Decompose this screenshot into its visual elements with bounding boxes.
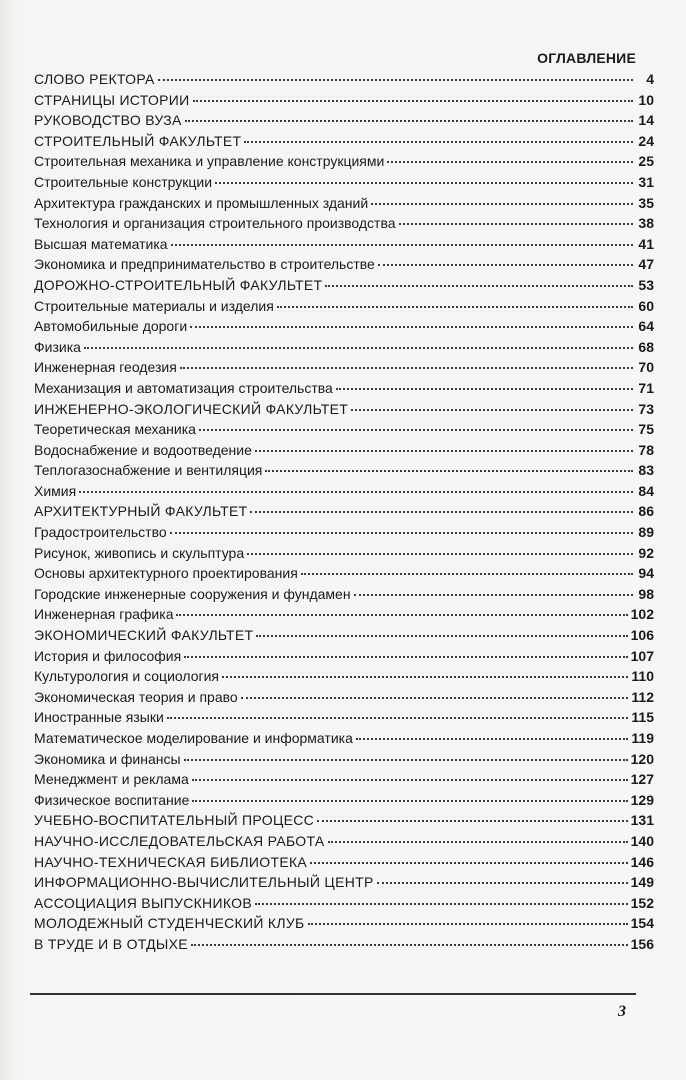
toc-entry-label: История и философия <box>34 647 182 664</box>
toc-entry-label: Автомобильные дороги <box>34 318 188 335</box>
toc-entry-label: Теплогазоснабжение и вентиляция <box>34 462 263 479</box>
dot-leader <box>328 841 628 843</box>
toc-entry-label: МОЛОДЕЖНЫЙ СТУДЕНЧЕСКИЙ КЛУБ <box>34 915 305 932</box>
toc-entry-page: 64 <box>638 318 654 335</box>
toc-entry[interactable] <box>34 401 654 422</box>
toc-entry-label: Градостроительство <box>34 524 167 541</box>
table-of-contents <box>34 71 654 957</box>
toc-entry-label: Архитектура гражданских и промышленных зданий <box>34 194 369 211</box>
toc-entry-label: Иностранные языки <box>34 709 164 726</box>
dot-leader <box>377 882 628 884</box>
toc-entry-page: 71 <box>638 379 654 396</box>
toc-entry[interactable] <box>34 153 654 174</box>
toc-entry-page: 149 <box>630 874 654 891</box>
toc-entry[interactable] <box>34 195 654 216</box>
toc-entry[interactable] <box>34 503 654 524</box>
dot-leader <box>244 141 633 143</box>
toc-entry[interactable] <box>34 730 654 751</box>
toc-entry-page: 53 <box>638 276 654 293</box>
toc-entry[interactable] <box>34 298 654 319</box>
dot-leader <box>317 820 628 822</box>
toc-entry[interactable] <box>34 689 654 710</box>
toc-entry-label: АССОЦИАЦИЯ ВЫПУСКНИКОВ <box>34 894 252 911</box>
toc-entry-page: 140 <box>630 832 654 849</box>
toc-entry[interactable] <box>34 915 654 936</box>
dot-leader <box>255 903 628 905</box>
toc-entry-label: ЭКОНОМИЧЕСКИЙ ФАКУЛЬТЕТ <box>34 627 254 644</box>
dot-leader <box>170 532 633 534</box>
footer-divider <box>30 993 636 995</box>
toc-entry-label: ДОРОЖНО-СТРОИТЕЛЬНЫЙ ФАКУЛЬТЕТ <box>34 276 323 293</box>
toc-entry-page: 25 <box>638 153 654 170</box>
toc-entry[interactable] <box>34 442 654 463</box>
page-number: 3 <box>618 1003 626 1020</box>
toc-entry-page: 14 <box>638 112 654 129</box>
toc-entry-label: НАУЧНО-ИССЛЕДОВАТЕЛЬСКАЯ РАБОТА <box>34 832 325 849</box>
dot-leader <box>354 594 633 596</box>
dot-leader <box>371 203 633 205</box>
toc-entry-label: Инженерная геодезия <box>34 359 177 376</box>
toc-entry-label: Менеджмент и реклама <box>34 771 189 788</box>
dot-leader <box>184 656 627 658</box>
toc-entry[interactable] <box>34 421 654 442</box>
toc-entry[interactable] <box>34 874 654 895</box>
toc-entry[interactable] <box>34 833 654 854</box>
toc-entry-label: ИНФОРМАЦИОННО-ВЫЧИСЛИТЕЛЬНЫЙ ЦЕНТР <box>34 874 374 891</box>
toc-entry[interactable] <box>34 112 654 133</box>
dot-leader <box>336 388 633 390</box>
toc-entry-label: АРХИТЕКТУРНЫЙ ФАКУЛЬТЕТ <box>34 503 248 520</box>
dot-leader <box>158 79 633 81</box>
dot-leader <box>356 738 629 740</box>
toc-entry[interactable] <box>34 545 654 566</box>
toc-entry-label: Городские инженерные сооружения и фундамен <box>34 585 351 602</box>
toc-entry[interactable] <box>34 709 654 730</box>
toc-entry-page: 154 <box>630 915 654 932</box>
toc-entry[interactable] <box>34 339 654 360</box>
toc-entry[interactable] <box>34 771 654 792</box>
toc-entry-label: Высшая математика <box>34 235 168 252</box>
toc-entry-label: Культурология и социология <box>34 668 219 685</box>
toc-entry[interactable] <box>34 359 654 380</box>
toc-entry-label: НАУЧНО-ТЕХНИЧЕСКАЯ БИБЛИОТЕКА <box>34 853 308 870</box>
toc-entry-label: Инженерная графика <box>34 606 174 623</box>
toc-entry-label: Рисунок, живопись и скульптура <box>34 544 245 561</box>
toc-entry-page: 78 <box>638 441 654 458</box>
toc-entry-page: 10 <box>638 91 654 108</box>
dot-leader <box>176 614 627 616</box>
toc-entry-page: 38 <box>638 215 654 232</box>
toc-entry-page: 35 <box>638 194 654 211</box>
toc-entry[interactable] <box>34 751 654 772</box>
toc-entry-label: Физическое воспитание <box>34 791 190 808</box>
dot-leader <box>192 800 627 802</box>
toc-entry-page: 70 <box>638 359 654 376</box>
toc-entry[interactable] <box>34 71 654 92</box>
dot-leader <box>199 429 633 431</box>
toc-entry-page: 102 <box>630 606 654 623</box>
toc-entry-page: 47 <box>638 256 654 273</box>
dot-leader <box>265 470 633 472</box>
dot-leader <box>301 573 633 575</box>
dot-leader <box>79 491 633 493</box>
toc-entry[interactable] <box>34 215 654 236</box>
dot-leader <box>256 635 627 637</box>
dot-leader <box>185 120 633 122</box>
dot-leader <box>255 450 633 452</box>
dot-leader <box>190 326 633 328</box>
toc-entry[interactable] <box>34 318 654 339</box>
toc-entry-page: 129 <box>630 791 654 808</box>
toc-entry[interactable] <box>34 792 654 813</box>
dot-leader <box>222 676 628 678</box>
toc-entry[interactable] <box>34 483 654 504</box>
toc-entry-label: СТРАНИЦЫ ИСТОРИИ <box>34 91 190 108</box>
dot-leader <box>250 511 633 513</box>
toc-heading: ОГЛАВЛЕНИЕ <box>537 50 636 66</box>
dot-leader <box>184 759 628 761</box>
dot-leader <box>192 779 628 781</box>
toc-entry-label: Строительные конструкции <box>34 173 213 190</box>
toc-entry-page: 110 <box>631 668 654 685</box>
toc-entry[interactable] <box>34 462 654 483</box>
toc-entry-label: СТРОИТЕЛЬНЫЙ ФАКУЛЬТЕТ <box>34 132 242 149</box>
toc-entry-page: 86 <box>638 503 654 520</box>
toc-entry-page: 83 <box>638 462 654 479</box>
toc-entry-label: В ТРУДЕ И В ОТДЫХЕ <box>34 935 188 952</box>
toc-entry-page: 152 <box>630 894 654 911</box>
toc-entry[interactable] <box>34 174 654 195</box>
toc-entry-page: 24 <box>638 132 654 149</box>
dot-leader <box>310 862 628 864</box>
toc-entry-page: 4 <box>646 71 654 87</box>
toc-entry-label: Экономическая теория и право <box>34 688 238 705</box>
toc-entry-label: Физика <box>34 338 81 355</box>
toc-entry-page: 146 <box>630 853 654 870</box>
dot-leader <box>247 553 633 555</box>
toc-entry-label: Основы архитектурного проектирования <box>34 565 298 582</box>
toc-entry-page: 106 <box>630 627 654 644</box>
dot-leader <box>277 306 633 308</box>
toc-entry-page: 112 <box>631 688 654 705</box>
toc-entry-label: Химия <box>34 482 77 499</box>
toc-entry-page: 98 <box>638 585 654 602</box>
toc-entry[interactable] <box>34 586 654 607</box>
dot-leader <box>378 264 633 266</box>
toc-entry-page: 119 <box>631 730 654 746</box>
toc-entry-label: УЧЕБНО-ВОСПИТАТЕЛЬНЫЙ ПРОЦЕСС <box>34 812 315 829</box>
toc-entry-page: 89 <box>638 524 654 541</box>
toc-entry[interactable] <box>34 565 654 586</box>
toc-entry-label: Математическое моделирование и информатика <box>34 730 353 746</box>
toc-entry-page: 60 <box>638 297 654 314</box>
toc-entry-label: Водоснабжение и водоотведение <box>34 441 252 458</box>
toc-entry[interactable] <box>34 648 654 669</box>
toc-entry[interactable] <box>34 895 654 916</box>
toc-entry[interactable] <box>34 627 654 648</box>
toc-entry-page: 115 <box>631 709 654 726</box>
toc-entry-label: Строительные материалы и изделия <box>34 297 274 314</box>
toc-entry[interactable] <box>34 133 654 154</box>
dot-leader <box>215 182 633 184</box>
toc-entry[interactable] <box>34 812 654 833</box>
dot-leader <box>399 223 633 225</box>
dot-leader <box>387 161 633 163</box>
toc-entry-page: 156 <box>630 935 654 952</box>
toc-entry-page: 120 <box>630 750 654 767</box>
dot-leader <box>193 100 633 102</box>
toc-entry-page: 84 <box>638 482 654 499</box>
toc-entry-label: Экономика и финансы <box>34 750 181 767</box>
toc-entry[interactable] <box>34 92 654 113</box>
toc-entry[interactable] <box>34 236 654 257</box>
dot-leader <box>171 244 633 246</box>
toc-entry-label: Технология и организация строительного производства <box>34 215 396 232</box>
toc-entry[interactable] <box>34 936 654 957</box>
toc-entry-page: 131 <box>630 812 654 829</box>
toc-entry-page: 75 <box>638 421 654 438</box>
dot-leader <box>308 923 628 925</box>
toc-entry-page: 73 <box>638 400 654 417</box>
dot-leader <box>351 409 633 411</box>
toc-entry-page: 107 <box>630 647 654 664</box>
toc-entry-page: 31 <box>638 173 654 190</box>
toc-entry-label: СЛОВО РЕКТОРА <box>34 71 155 87</box>
toc-entry-label: Строительная механика и управление конструкциями <box>34 153 385 170</box>
toc-entry-label: ИНЖЕНЕРНО-ЭКОЛОГИЧЕСКИЙ ФАКУЛЬТЕТ <box>34 400 349 417</box>
toc-entry-page: 68 <box>638 338 654 355</box>
toc-entry[interactable] <box>34 854 654 875</box>
toc-entry-label: РУКОВОДСТВО ВУЗА <box>34 112 182 129</box>
dot-leader <box>180 367 633 369</box>
toc-entry-page: 41 <box>638 235 654 252</box>
toc-entry[interactable] <box>34 606 654 627</box>
toc-entry[interactable] <box>34 668 654 689</box>
toc-entry-label: Механизация и автоматизация строительства <box>34 379 333 396</box>
dot-leader <box>84 347 633 349</box>
toc-entry-label: Экономика и предпринимательство в строительстве <box>34 256 375 273</box>
toc-entry-page: 92 <box>638 544 654 561</box>
toc-entry[interactable] <box>34 380 654 401</box>
dot-leader <box>325 285 633 287</box>
toc-entry-page: 127 <box>630 771 654 788</box>
toc-entry-label: Теоретическая механика <box>34 421 196 438</box>
toc-entry-page: 94 <box>638 565 654 582</box>
toc-entry[interactable] <box>34 277 654 298</box>
dot-leader <box>241 697 629 699</box>
toc-entry[interactable] <box>34 256 654 277</box>
dot-leader <box>191 944 628 946</box>
toc-entry[interactable] <box>34 524 654 545</box>
dot-leader <box>167 717 629 719</box>
